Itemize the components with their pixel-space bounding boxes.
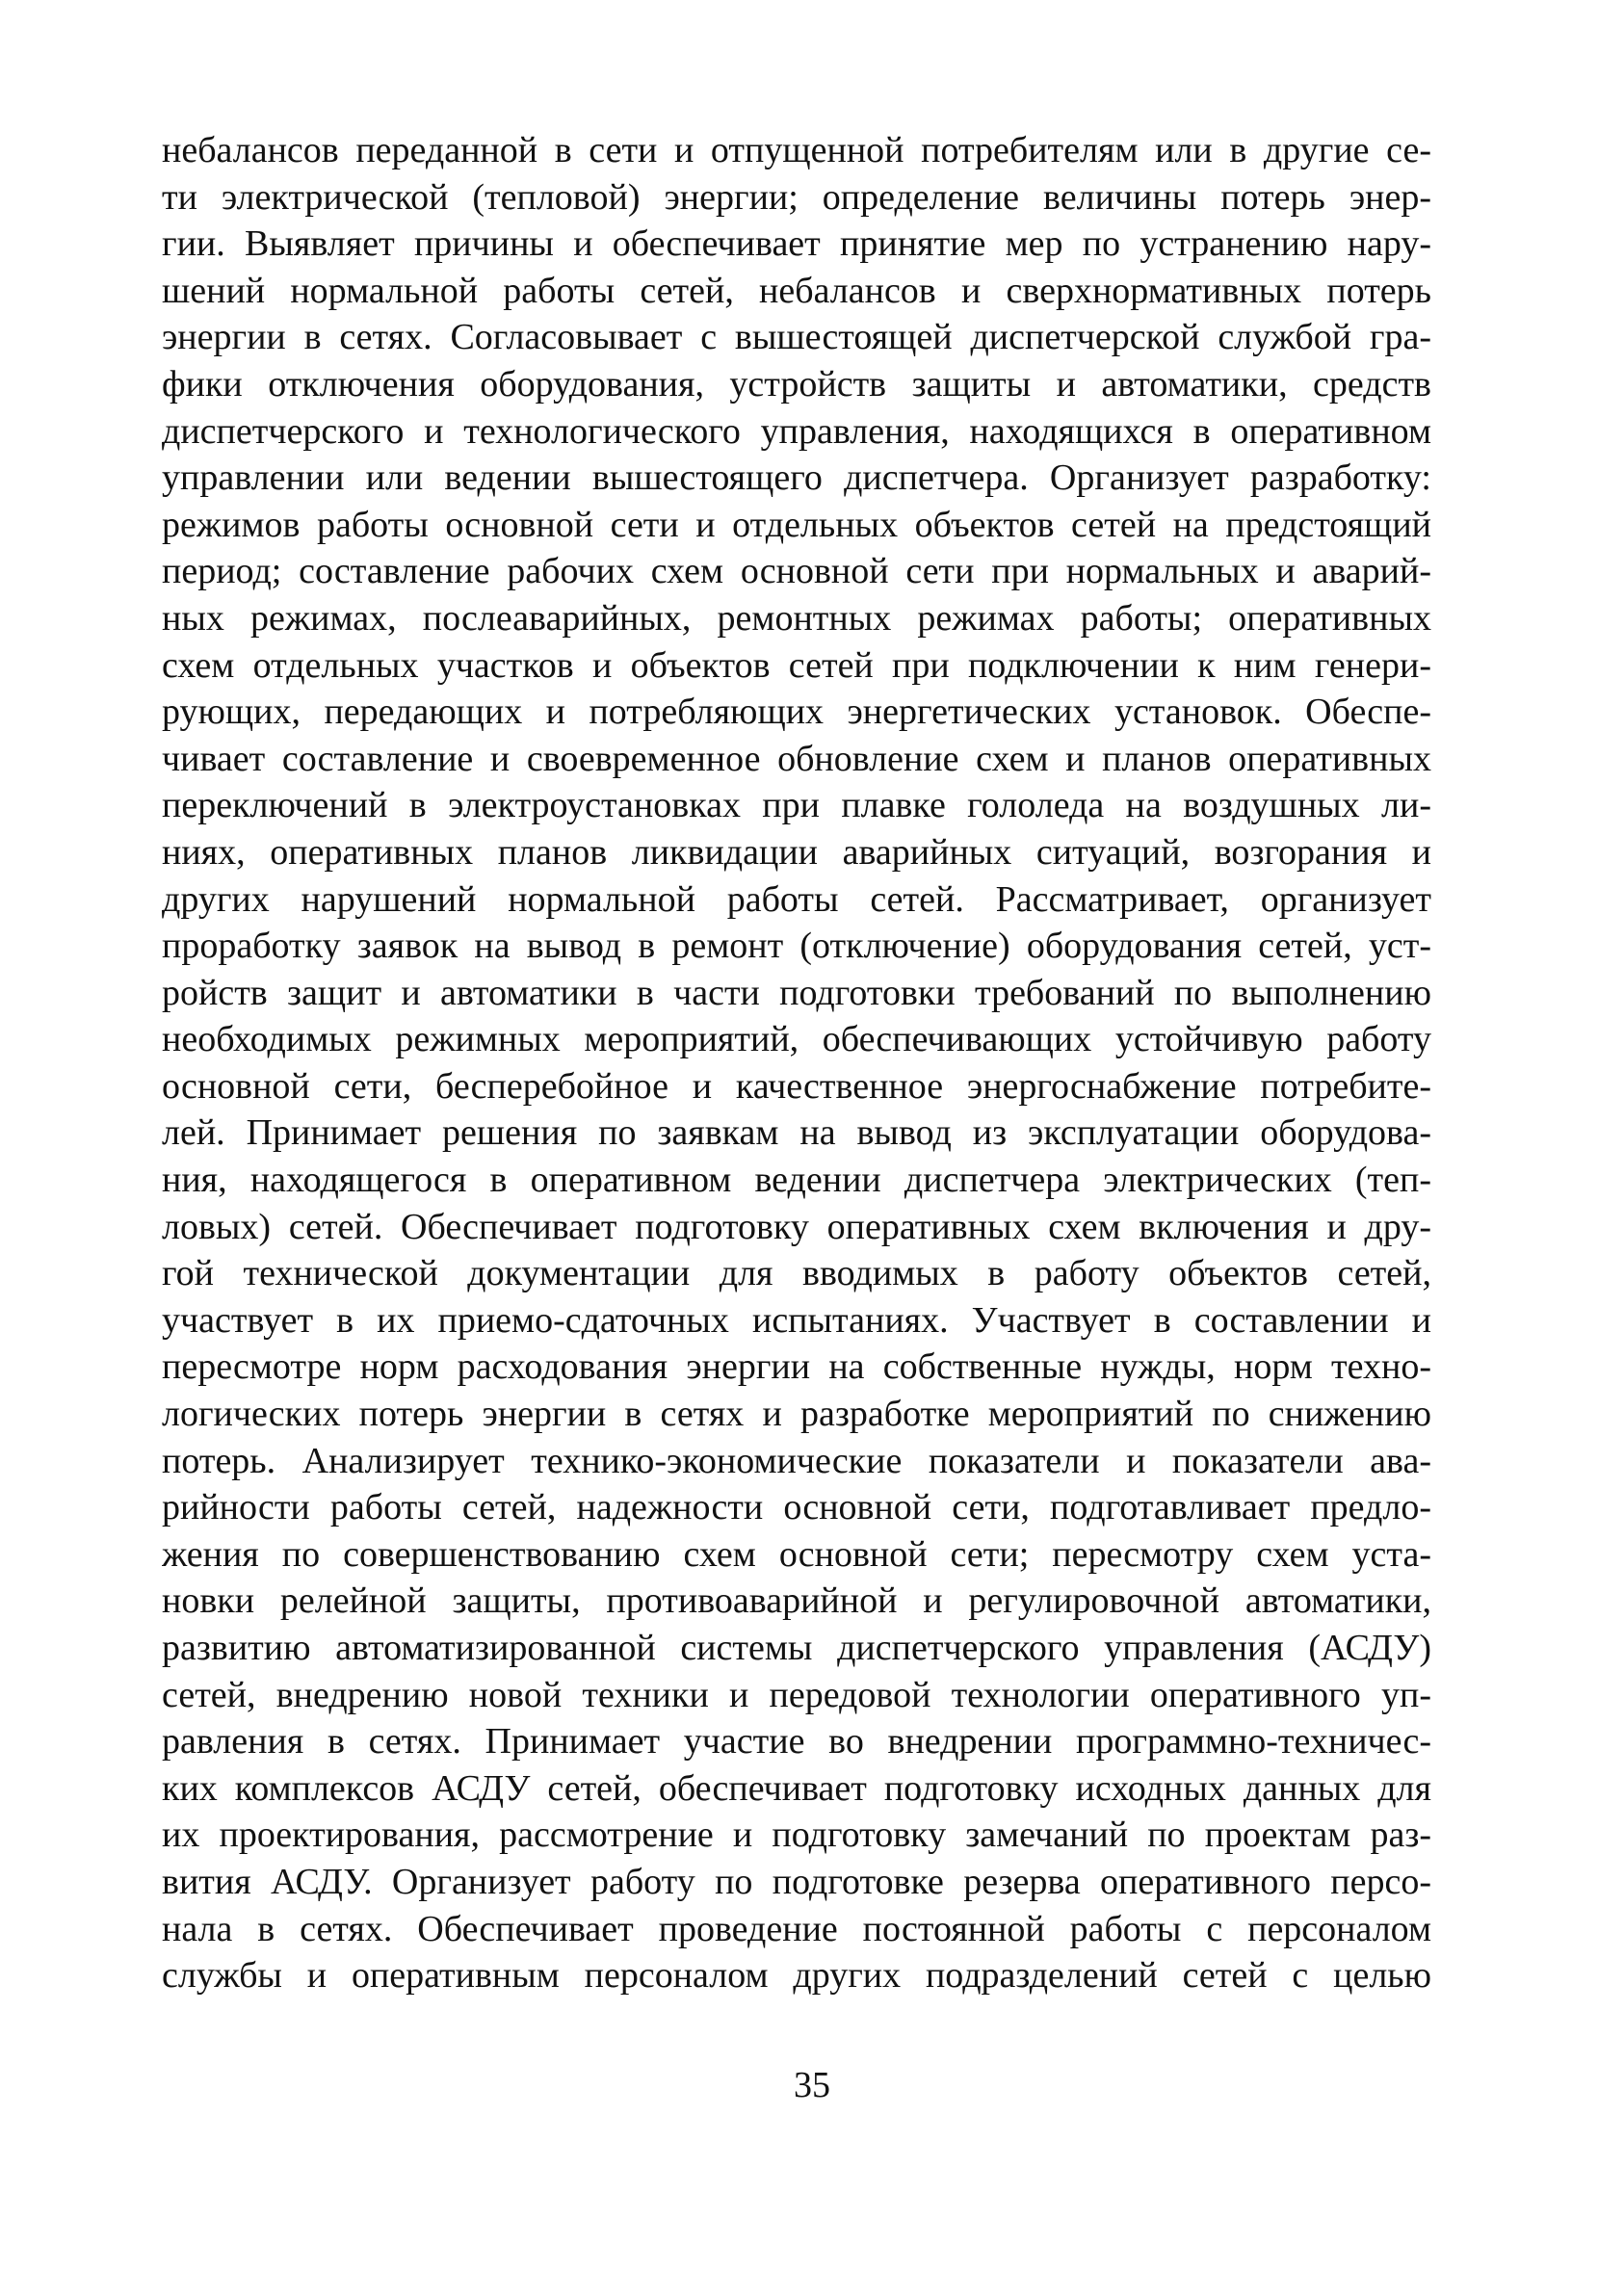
text-line: фики отключения оборудования, устройств защиты и автоматики, средств xyxy=(162,363,1431,405)
text-line: энергии в сетях. Согласовывает с вышестоящей диспетчерской службой гра- xyxy=(162,317,1431,358)
text-line: чивает составление и своевременное обновление схем и планов оперативных xyxy=(162,738,1431,779)
text-line: режимов работы основной сети и отдельных объектов сетей на предстоящий xyxy=(162,504,1431,545)
text-line: новки релейной защиты, противоаварийной и регулировочной автоматики, xyxy=(162,1580,1431,1622)
text-line: ния, находящегося в оперативном ведении диспетчера электрических (теп- xyxy=(162,1160,1431,1201)
body-text xyxy=(162,127,1431,1999)
text-line: ных режимах, послеаварийных, ремонтных режимах работы; оперативных xyxy=(162,597,1431,639)
text-line: равления в сетях. Принимает участие во внедрении программно-техничес- xyxy=(162,1721,1431,1763)
text-line: сетей, внедрению новой техники и передовой технологии оперативного уп- xyxy=(162,1674,1431,1715)
text-line: нала в сетях. Обеспечивает проведение постоянной работы с персоналом xyxy=(162,1908,1431,1949)
text-line: гой технической документации для вводимых в работу объектов сетей, xyxy=(162,1253,1431,1294)
text-line: ловых) сетей. Обеспечивает подготовку оперативных схем включения и дру- xyxy=(162,1206,1431,1247)
text-line: ти электрической (тепловой) энергии; определение величины потерь энер- xyxy=(162,176,1431,218)
text-line: ких комплексов АСДУ сетей, обеспечивает подготовку исходных данных для xyxy=(162,1767,1431,1809)
text-line: участвует в их приемо-сдаточных испытаниях. Участвует в составлении и xyxy=(162,1299,1431,1341)
text-line: управлении или ведении вышестоящего диспетчера. Организует разработку: xyxy=(162,457,1431,499)
text-line: основной сети, бесперебойное и качественное энергоснабжение потребите- xyxy=(162,1065,1431,1107)
text-line: проработку заявок на вывод в ремонт (отключение) оборудования сетей, уст- xyxy=(162,926,1431,967)
text-line: гии. Выявляет причины и обеспечивает принятие мер по устранению нару- xyxy=(162,223,1431,265)
text-line: логических потерь энергии в сетях и разработке мероприятий по снижению xyxy=(162,1394,1431,1435)
text-line: необходимых режимных мероприятий, обеспечивающих устойчивую работу xyxy=(162,1019,1431,1060)
text-line: шений нормальной работы сетей, небалансов и сверхнормативных потерь xyxy=(162,270,1431,311)
text-line: жения по совершенствованию схем основной сети; пересмотру схем уста- xyxy=(162,1533,1431,1575)
text-line: службы и оперативным персоналом других подразделений сетей с целью xyxy=(162,1955,1431,1997)
text-line: небалансов переданной в сети и отпущенной потребителям или в другие се- xyxy=(162,130,1431,170)
text-line: переключений в электроустановках при плавке гололеда на воздушных ли- xyxy=(162,785,1431,826)
text-line: вития АСДУ. Организует работу по подготовке резерва оперативного персо- xyxy=(162,1861,1431,1902)
text-line: диспетчерского и технологического управления, находящихся в оперативном xyxy=(162,410,1431,452)
text-line: потерь. Анализирует технико-экономические показатели и показатели ава- xyxy=(162,1440,1431,1481)
text-line: схем отдельных участков и объектов сетей при подключении к ним генери- xyxy=(162,644,1431,686)
text-line: пересмотре норм расходования энергии на собственные нужды, норм техно- xyxy=(162,1346,1431,1388)
text-line: лей. Принимает решения по заявкам на вывод из эксплуатации оборудова- xyxy=(162,1112,1431,1154)
text-line: ниях, оперативных планов ликвидации аварийных ситуаций, возгорания и xyxy=(162,831,1431,873)
text-line: других нарушений нормальной работы сетей. Рассматривает, организует xyxy=(162,878,1431,920)
page-number: 35 xyxy=(794,2065,830,2105)
text-line: рующих, передающих и потребляющих энергетических установок. Обеспе- xyxy=(162,692,1431,733)
text-line: их проектирования, рассмотрение и подготовку замечаний по проектам раз- xyxy=(162,1815,1431,1856)
text-line: рийности работы сетей, надежности основной сети, подготавливает предло- xyxy=(162,1487,1431,1528)
text-line: ройств защит и автоматики в части подготовки требований по выполнению xyxy=(162,972,1431,1013)
text-line: развитию автоматизированной системы диспетчерского управления (АСДУ) xyxy=(162,1628,1431,1668)
text-line: период; составление рабочих схем основной сети при нормальных и аварий- xyxy=(162,551,1431,592)
